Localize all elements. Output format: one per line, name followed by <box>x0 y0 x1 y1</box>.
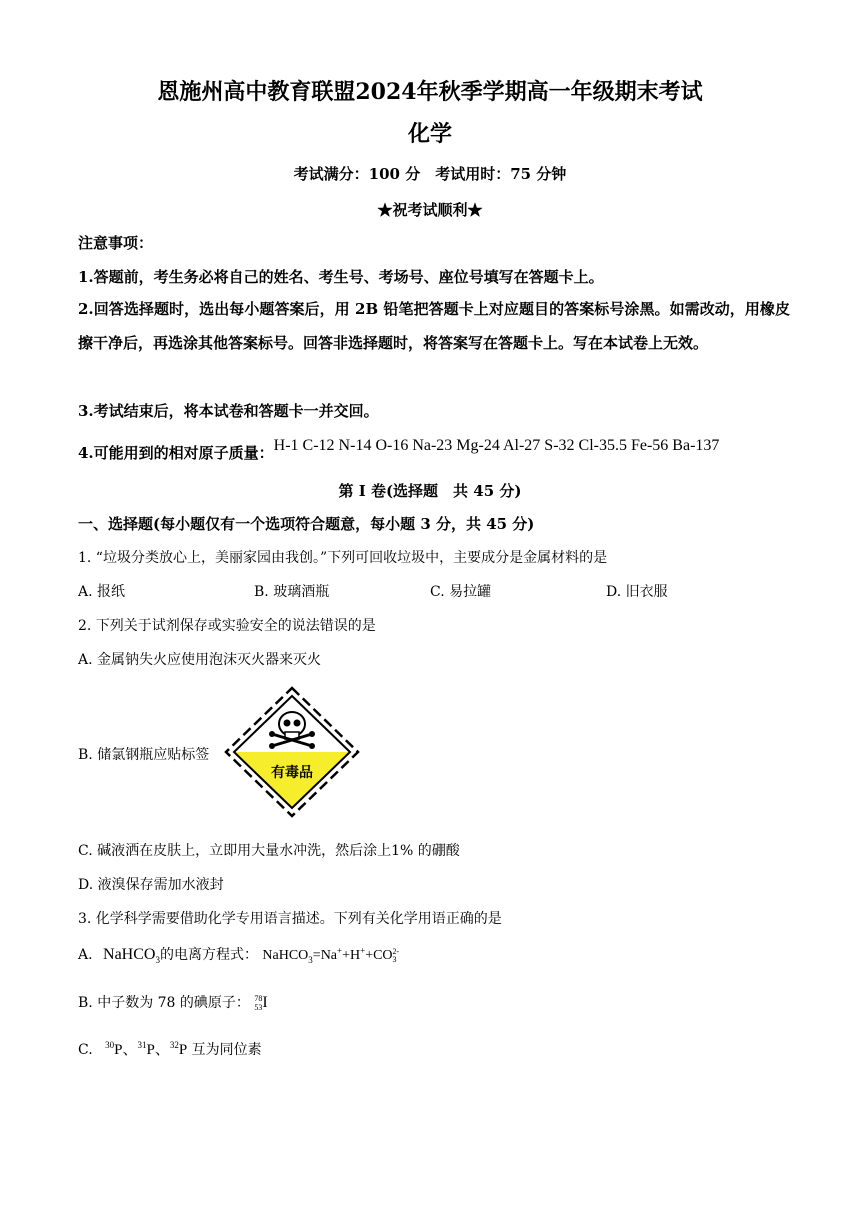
option-c-prefix: C. <box>78 1042 93 1058</box>
question-2-option-a: A. 金属钠失火应使用泡沫灭火器来灭火 <box>78 652 322 668</box>
note-4-label: 4.可能用到的相对原子质量： <box>78 444 274 462</box>
question-2-option-b: B. 储氯钢瓶应贴标签 <box>78 747 210 763</box>
ionization-equation <box>262 945 400 965</box>
question-1-option-d: D. 旧衣服 <box>606 584 668 600</box>
question-3-stem: 3. 化学科学需要借助化学专用语言描述。下列有关化学用语正确的是 <box>78 911 502 927</box>
option-a-text: 的电离方程式： <box>159 947 258 963</box>
eq-sub-1: 3 <box>308 954 313 965</box>
question-2-stem: 2. 下列关于试剂保存或实验安全的说法错误的是 <box>78 618 376 634</box>
exam-info: 考试满分：100 分 考试用时：75 分钟 <box>293 165 567 183</box>
option-b-text: B. 中子数为 78 的碘原子： <box>78 995 250 1011</box>
eq-sup-3: 2- <box>392 946 400 956</box>
question-2-option-d: D. 液溴保存需加水液封 <box>78 877 224 893</box>
question-2-option-c: C. 碱液洒在皮肤上，立即用大量水冲洗，然后涂上1% 的硼酸 <box>78 843 460 859</box>
exam-wish: ★祝考试顺利★ <box>377 201 483 219</box>
eq-sup-2: + <box>360 945 366 956</box>
phosphorus-isotopes <box>105 1042 187 1058</box>
question-1-option-a: A. 报纸 <box>78 584 126 600</box>
question-3-option-a <box>78 944 399 965</box>
formula-sub: 3 <box>155 955 160 966</box>
section-heading: 一、选择题(每小题仅有一个选项符合题意，每小题 3 分，共 45 分) <box>78 515 535 533</box>
formula-text: NaHCO <box>103 946 156 963</box>
question-1-option-c: C. 易拉罐 <box>430 584 492 600</box>
mass-number: 78 <box>254 994 263 1003</box>
question-1-option-b: B. 玻璃酒瓶 <box>254 584 330 600</box>
eq-part-2: =Na <box>312 948 338 963</box>
question-3-option-b <box>78 992 268 1012</box>
note-3: 3.考试结束后，将本试卷和答题卡一并交回。 <box>78 402 379 420</box>
isotope-mass-3: 32 <box>169 1040 179 1050</box>
question-3-option-c <box>78 1038 262 1059</box>
eq-sup-1: + <box>337 945 343 956</box>
atomic-masses: H-1 C-12 N-14 O-16 Na-23 Mg-24 Al-27 S-32 Cl-35.5 Fe-56 Ba-137 <box>273 437 720 454</box>
note-2: 2.回答选择题时，选出每小题答案后，用 2B 铅笔把答题卡上对应题目的答案标号涂黑。如需改动，用橡皮擦干净后，再选涂其他答案标号。回答非选择题时，将答案写在答题卡上。写在本试卷上无效。 <box>78 300 790 352</box>
option-a-prefix: A. <box>78 947 93 963</box>
part-heading: 第 I 卷(选择题 共 45 分) <box>338 482 522 500</box>
note-1: 1.答题前，考生务必将自己的姓名、考生号、考场号、座位号填写在答题卡上。 <box>78 268 604 286</box>
isotope-mass-1: 30 <box>105 1040 115 1050</box>
exam-subject: 化学 <box>407 121 452 147</box>
nahco3-formula <box>103 946 160 966</box>
eq-part-4: +CO <box>365 948 393 963</box>
separator-1: 、 <box>122 1042 138 1058</box>
atomic-number: 53 <box>254 1003 263 1012</box>
eq-sub-3: 3 <box>392 954 397 964</box>
isotope-symbol-1: P <box>114 1042 123 1058</box>
isotope-mass-2: 31 <box>137 1040 147 1050</box>
toxic-label-text: 有毒品 <box>271 765 313 781</box>
question-1-stem: 1. “垃圾分类放心上，美丽家园由我创。”下列可回收垃圾中，主要成分是金属材料的是 <box>78 550 608 566</box>
eq-charge-stack <box>393 948 400 964</box>
separator-2: 、 <box>154 1042 170 1058</box>
toxic-warning-label <box>222 684 362 820</box>
eq-part-1: NaHCO <box>262 948 309 963</box>
note-4 <box>78 437 720 463</box>
option-c-text: 互为同位素 <box>191 1042 262 1058</box>
eq-part-3: +H <box>342 948 361 963</box>
notes-heading: 注意事项： <box>78 234 154 252</box>
iodine-symbol: I <box>262 994 268 1011</box>
isotope-symbol-3: P <box>178 1042 188 1058</box>
exam-title: 恩施州高中教育联盟2024年秋季学期高一年级期末考试 <box>157 79 703 105</box>
isotope-symbol-2: P <box>146 1042 155 1058</box>
toxic-skull-icon <box>222 684 362 820</box>
